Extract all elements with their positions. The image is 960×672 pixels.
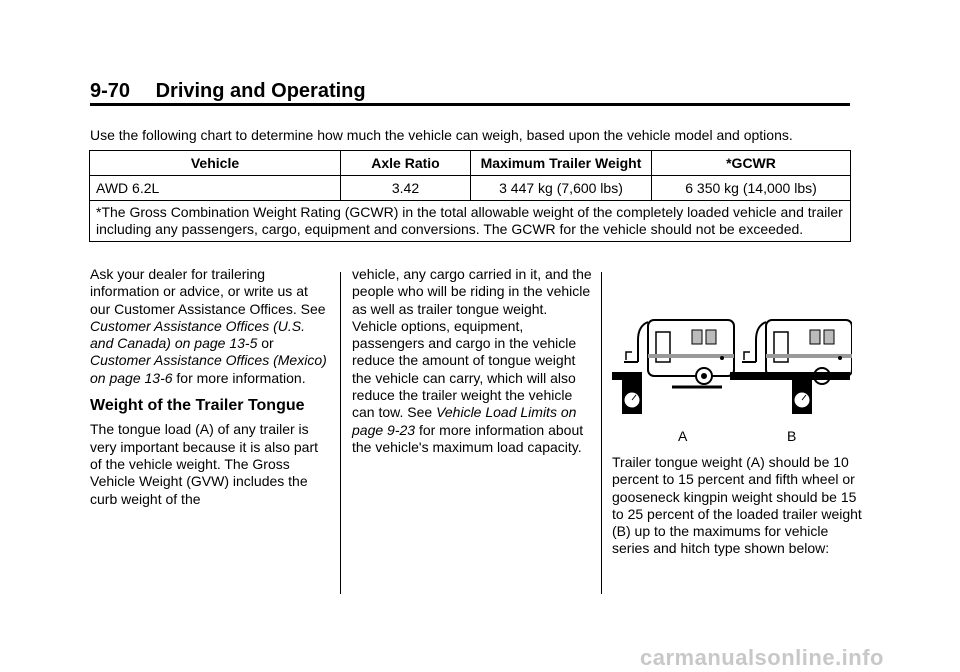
column-header-axle-ratio: Axle Ratio bbox=[341, 151, 471, 176]
tongue-load-paragraph: The tongue load (A) of any trailer is very important because it is also part of the vehicle weight. The Gross Vehicle Weight (GVW) includes the curb weight of the bbox=[90, 421, 318, 507]
vehicle-paragraph bbox=[352, 266, 592, 456]
section-heading: Weight of the Trailer Tongue bbox=[90, 397, 305, 415]
towing-table bbox=[89, 150, 851, 242]
column-divider bbox=[601, 272, 602, 594]
column-header-max-trailer-weight: Maximum Trailer Weight bbox=[471, 151, 652, 176]
column-left bbox=[90, 266, 330, 508]
trailer-weight-illustration bbox=[612, 300, 852, 450]
header-rule bbox=[90, 103, 850, 106]
table-header-row bbox=[90, 151, 851, 176]
illustration-label-b: B bbox=[787, 428, 797, 444]
tongue-weight-paragraph: Trailer tongue weight (A) should be 10 percent to 15 percent and fifth wheel or gooseneck kingpin weight should be 15 to 25 percent of the loaded trailer weight (B) up to the maximums for vehicle series and hitch type shown below: bbox=[612, 454, 862, 557]
intro-text: Use the following chart to determine how much the vehicle can weigh, based upon the vehicle model and options. bbox=[90, 127, 793, 143]
cell-axle-ratio: 3.42 bbox=[341, 176, 471, 201]
column-header-vehicle: Vehicle bbox=[90, 151, 341, 176]
cell-max-trailer-weight: 3 447 kg (7,600 lbs) bbox=[471, 176, 652, 201]
page-header bbox=[90, 80, 366, 103]
watermark: carmanualsonline.info bbox=[640, 645, 884, 670]
section-title: Driving and Operating bbox=[155, 80, 366, 102]
text-span: or bbox=[257, 335, 274, 352]
dealer-paragraph bbox=[90, 266, 330, 387]
text-span: for more information about the vehicle's maximum load capacity. bbox=[352, 421, 584, 455]
column-header-gcwr: *GCWR bbox=[652, 151, 851, 176]
column-right bbox=[612, 454, 862, 558]
column-divider bbox=[340, 272, 341, 594]
cross-reference-link[interactable]: Customer Assistance Offices (Mexico) on page 13-6 bbox=[90, 352, 327, 386]
cell-gcwr: 6 350 kg (14,000 lbs) bbox=[652, 176, 851, 201]
column-middle bbox=[352, 266, 592, 456]
cross-reference-link[interactable]: Customer Assistance Offices (U.S. and Canada) on page 13-5 bbox=[90, 317, 305, 352]
page-number: 9-70 bbox=[90, 80, 131, 102]
table-row bbox=[90, 176, 851, 201]
table-footnote: *The Gross Combination Weight Rating (GCWR) in the total allowable weight of the completely loaded vehicle and trailer including any passengers, cargo, equipment and conversions. The GCWR for the vehicle should not be exceeded. bbox=[90, 201, 851, 242]
table-note-row bbox=[90, 201, 851, 242]
text-span: for more information. bbox=[172, 369, 306, 386]
cell-vehicle: AWD 6.2L bbox=[90, 176, 341, 201]
text-span: vehicle, any cargo carried in it, and the people who will be riding in the vehicle as well as trailer tongue weight. Vehicle options, equipment, passengers and cargo in the vehicle reduce the amount of tongue weight the vehicle can carry, which will also reduce the trailer weight the vehicle can tow. See bbox=[352, 266, 592, 421]
cross-reference-link[interactable]: Vehicle Load Limits on page 9-23 bbox=[352, 404, 577, 438]
illustration-label-a: A bbox=[678, 428, 688, 444]
text-span: Ask your dealer for trailering information or advice, or write us at our Customer Assistance Offices. See bbox=[90, 266, 326, 317]
